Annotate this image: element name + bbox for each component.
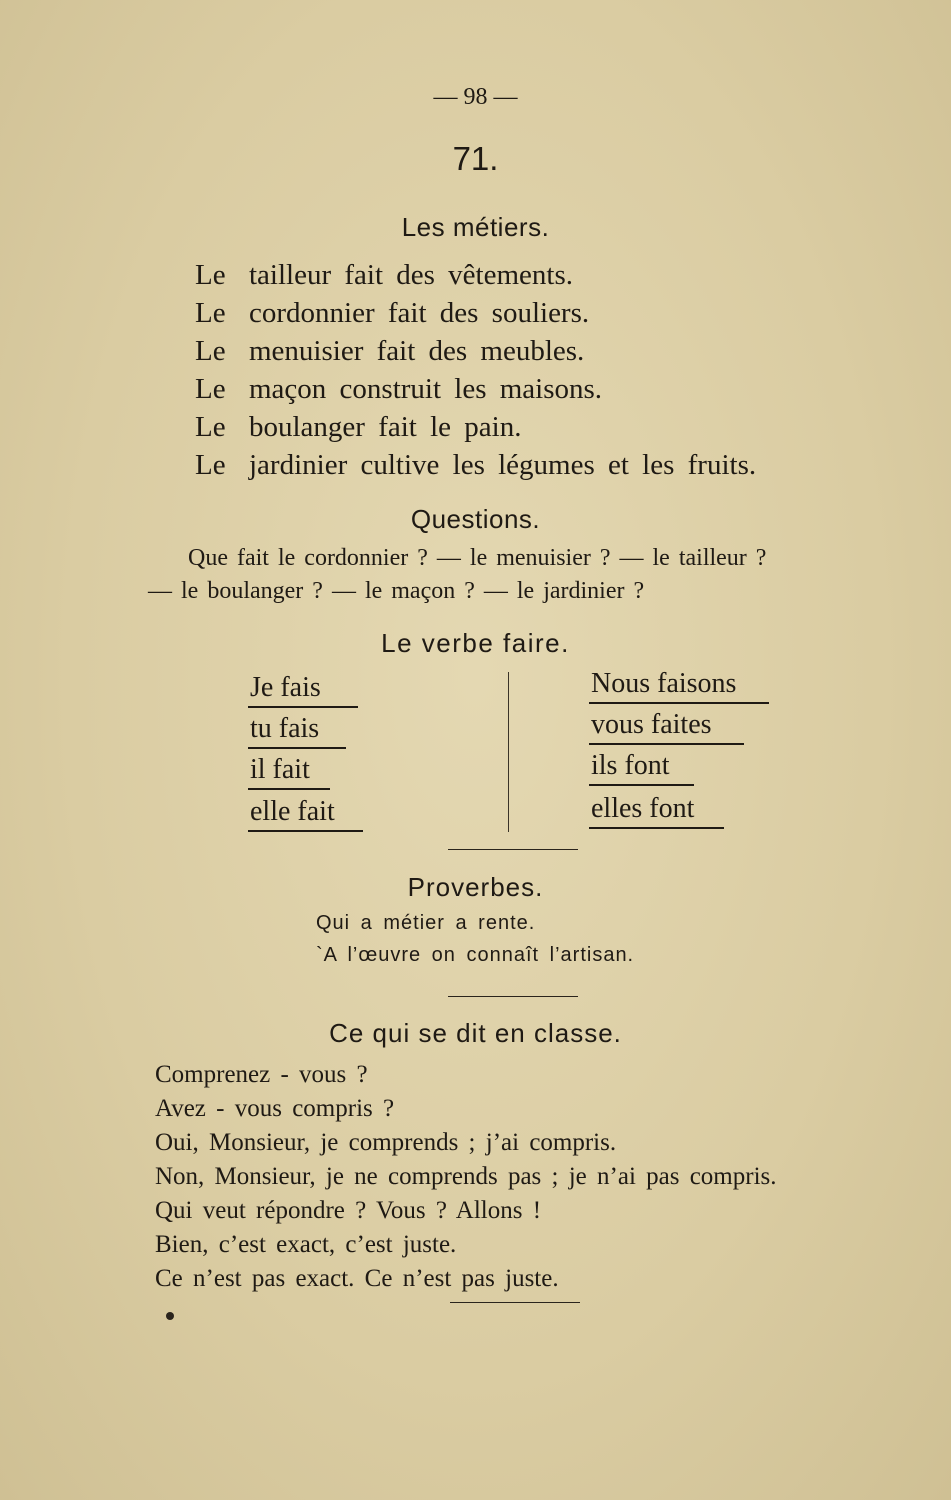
questions-title: Questions. [410,504,541,534]
conj-nous: Nous faisons [589,668,769,704]
conj-il: il fait [248,754,330,790]
classe-line: Oui, Monsieur, je comprends ; j’ai compris. [155,1129,617,1156]
classe-line: Bien, c’est exact, c’est juste. [155,1231,457,1258]
metiers-line: Le maçon construit les maisons. [195,373,603,405]
conjugation-divider [508,672,509,832]
proverbes-title: Proverbes. [407,872,544,902]
questions-line-2: — le boulanger ? — le maçon ? — le jardinier ? [148,578,645,604]
proverb-line-2: `A l’œuvre on connaît l’artisan. [316,944,635,966]
conj-je: Je fais [248,672,358,708]
metiers-list [195,256,756,484]
classe-title: Ce qui se dit en classe. [329,1018,622,1048]
classe-line: Ce n’est pas exact. Ce n’est pas juste. [155,1265,559,1292]
questions-line-1: Que fait le cordonnier ? — le menuisier ? — le tailleur ? [188,545,767,571]
page-number: — 98 — [433,84,518,110]
section-divider [448,849,578,850]
conj-vous: vous faites [589,709,744,745]
metiers-line: Le tailleur fait des vêtements. [195,259,574,291]
classe-line: Non, Monsieur, je ne comprends pas ; je n’ai pas compris. [155,1163,777,1190]
ink-dot [166,1312,174,1320]
classe-line: Comprenez - vous ? [155,1061,368,1088]
verbe-title: Le verbe faire. [381,628,570,658]
conj-elle: elle fait [248,796,363,832]
conj-tu: tu fais [248,713,346,749]
metiers-line: Le jardinier cultive les légumes et les fruits. [195,449,757,481]
metiers-line: Le boulanger fait le pain. [195,411,522,443]
section-divider [448,996,578,997]
section-divider [450,1302,580,1303]
metiers-line: Le menuisier fait des meubles. [195,335,585,367]
proverb-line-1: Qui a métier a rente. [316,912,536,934]
conj-ils: ils font [589,750,694,786]
metiers-title: Les métiers. [401,212,550,242]
classe-line: Qui veut répondre ? Vous ? Allons ! [155,1197,542,1224]
lesson-number: 71. [452,140,499,177]
classe-phrases [155,1058,777,1296]
metiers-line: Le cordonnier fait des souliers. [195,297,590,329]
classe-line: Avez - vous compris ? [155,1095,395,1122]
conj-elles: elles font [589,793,724,829]
